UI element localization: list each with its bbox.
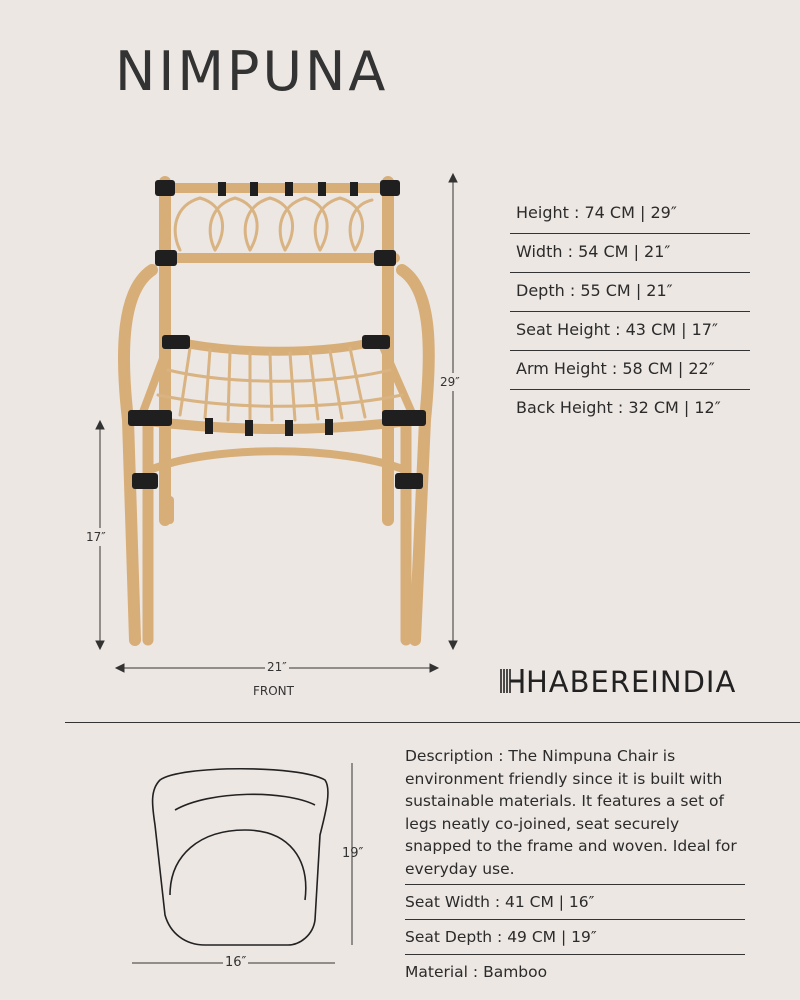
section-divider: [65, 722, 800, 723]
brand-logo-mark-icon: [498, 666, 528, 696]
detail-row-material: Material : Bamboo: [405, 963, 548, 981]
description-section: [405, 745, 745, 989]
spec-row-height: Height : 74 CM | 29″: [510, 195, 750, 234]
spec-row-arm-height: Arm Height : 58 CM | 22″: [510, 351, 750, 390]
spec-row-depth: Depth : 55 CM | 21″: [510, 273, 750, 312]
width-dimension-label: 21″: [267, 660, 287, 674]
height-dimension-label: 29″: [440, 375, 460, 389]
brand-logo: [498, 664, 736, 700]
description-text: Description : The Nimpuna Chair is environment friendly since it is built with sustainable materials. It features a set of legs neatly co-joined, seat securely snapped to the frame and woven. Ideal for everyday use.: [405, 745, 745, 885]
detail-row-seat-width: Seat Width : 41 CM | 16″: [405, 885, 745, 920]
spec-row-back-height: Back Height : 32 CM | 12″: [516, 398, 721, 417]
spec-row-seat-height: Seat Height : 43 CM | 17″: [510, 312, 750, 351]
top-width-dimension-label: 16″: [225, 955, 247, 970]
detail-row-seat-depth: Seat Depth : 49 CM | 19″: [405, 920, 745, 955]
front-view-label: FRONT: [253, 684, 294, 698]
seat-height-dimension-label: 17″: [86, 530, 106, 544]
spec-table: [510, 195, 750, 428]
spec-row-width: Width : 54 CM | 21″: [510, 234, 750, 273]
product-title: NIMPUNA: [115, 40, 389, 103]
top-depth-dimension-label: 19″: [342, 846, 364, 861]
chair-top-view-drawing: [120, 755, 380, 975]
brand-name: HABEREINDIA: [526, 665, 737, 699]
